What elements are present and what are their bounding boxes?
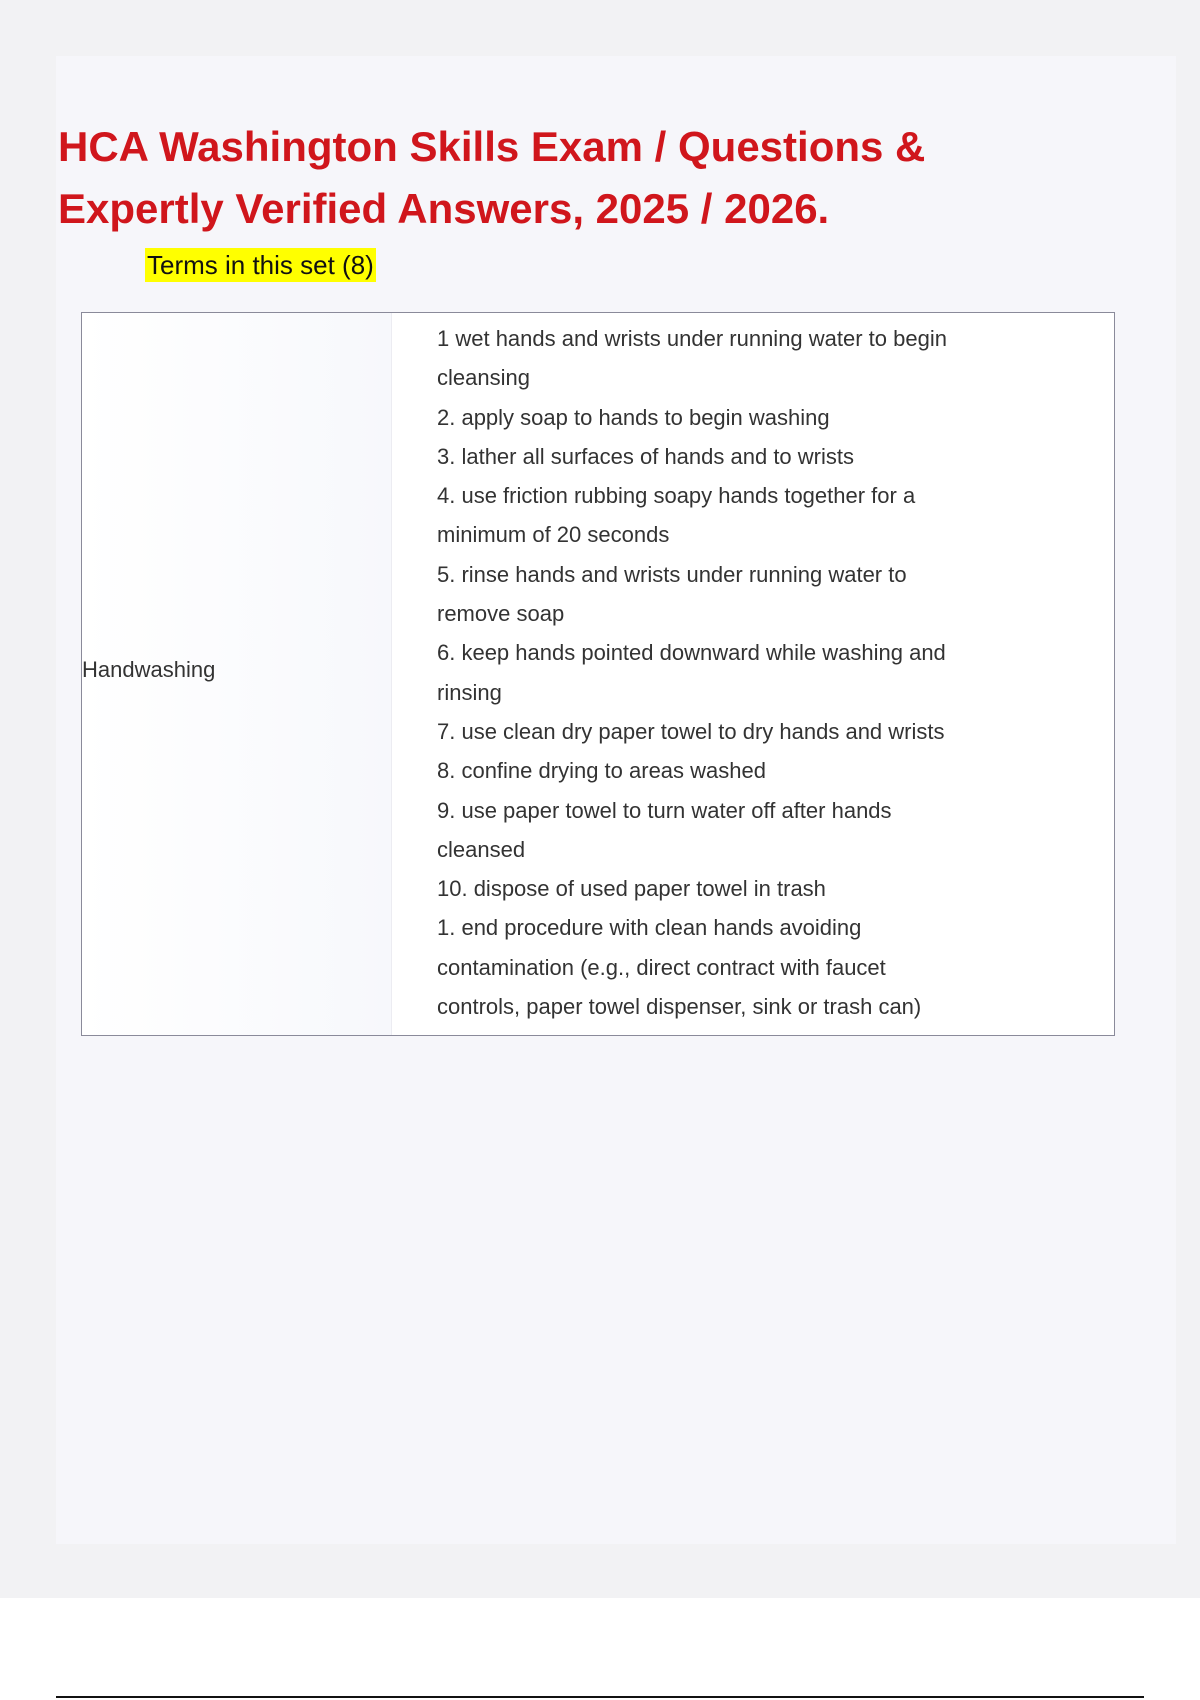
definition-line: 1. end procedure with clean hands avoiding xyxy=(437,915,862,941)
definition-line: cleansed xyxy=(437,836,526,862)
definition-line: 7. use clean dry paper towel to dry hands and wrists xyxy=(437,718,945,744)
document-page xyxy=(56,56,1176,1544)
document-title xyxy=(58,116,1118,240)
definition-line: rinsing xyxy=(437,679,502,705)
definition-cell xyxy=(437,319,1057,1026)
definition-line: 3. lather all surfaces of hands and to wrists xyxy=(437,443,854,469)
definition-line: 5. rinse hands and wrists under running water to xyxy=(437,561,907,587)
definition-line: remove soap xyxy=(437,601,565,627)
definition-line: minimum of 20 seconds xyxy=(437,522,670,548)
definition-line: controls, paper towel dispenser, sink or trash can) xyxy=(437,994,922,1020)
definition-line: 6. keep hands pointed downward while washing and xyxy=(437,640,946,666)
term-label: Handwashing xyxy=(82,657,216,682)
next-page-area xyxy=(0,1598,1200,1700)
title-line-1: HCA Washington Skills Exam / Questions & xyxy=(58,123,926,170)
definition-line: contamination (e.g., direct contract with faucet xyxy=(437,954,886,980)
footer-rule xyxy=(56,1696,1144,1698)
definition-line: 1 wet hands and wrists under running water to begin xyxy=(437,326,947,351)
definition-line: 8. confine drying to areas washed xyxy=(437,758,766,784)
terms-count-label: Terms in this set (8) xyxy=(147,250,374,280)
term-cell xyxy=(82,313,392,1035)
definition-line: 2. apply soap to hands to begin washing xyxy=(437,404,830,430)
title-line-2: Expertly Verified Answers, 2025 / 2026. xyxy=(58,185,830,232)
definition-line: 4. use friction rubbing soapy hands together for a xyxy=(437,483,916,509)
definition-line: 10. dispose of used paper towel in trash xyxy=(437,876,826,902)
definition-line: 9. use paper towel to turn water off after hands xyxy=(437,797,892,823)
definition-line: cleansing xyxy=(437,365,530,391)
terms-table xyxy=(81,312,1115,1036)
